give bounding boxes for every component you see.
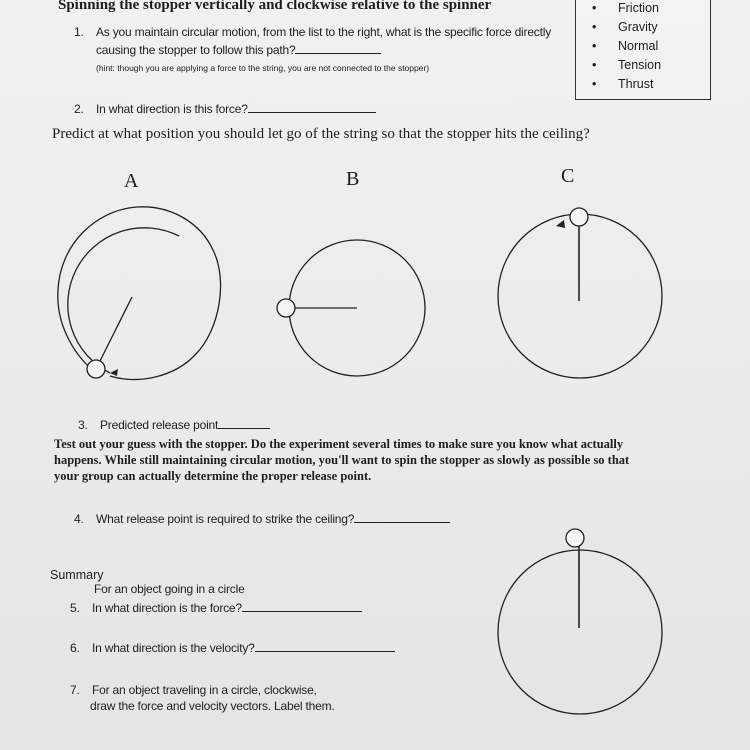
predict-prompt: Predict at what position you should let go of the string so that the stopper hits the ceiling? (52, 126, 590, 142)
question-number: 2. (74, 102, 84, 116)
force-label: Tension (618, 58, 662, 72)
answer-blank[interactable] (354, 512, 450, 523)
question-5 (70, 601, 362, 615)
force-label: Thrust (618, 77, 654, 91)
diagram-q7 (498, 529, 662, 714)
question-number: 5. (70, 601, 80, 615)
circular-path-q7 (498, 550, 662, 714)
arrowhead-icon (556, 220, 565, 228)
diagram-label-c: C (561, 165, 575, 187)
question-7-line2: draw the force and velocity vectors. Label them. (90, 699, 335, 713)
bullet-icon: • (592, 20, 597, 34)
question-text: For an object traveling in a circle, clockwise, (92, 683, 317, 697)
answer-blank[interactable] (242, 601, 362, 612)
stopper-a (87, 360, 105, 378)
question-number: 4. (74, 512, 84, 526)
circular-path-c (498, 214, 662, 378)
circle-path-a (68, 228, 179, 373)
instructions-line: happens. While still maintaining circular motion, you'll want to spin the stopper as slowly as possible so that (54, 453, 630, 467)
section-title: Spinning the stopper vertically and clockwise relative to the spinner (58, 0, 492, 13)
question-text: In what direction is the velocity? (92, 641, 255, 655)
diagram-c (498, 208, 662, 378)
question-7 (70, 683, 317, 697)
question-text: causing the stopper to follow this path? (96, 43, 296, 57)
force-label: Friction (618, 1, 659, 15)
summary-title: Summary (50, 568, 104, 582)
diagram-b (277, 240, 425, 376)
question-number: 7. (70, 683, 80, 697)
answer-blank[interactable] (255, 641, 395, 652)
bullet-icon: • (592, 1, 597, 15)
question-text: In what direction is this force? (96, 102, 248, 116)
question-1-hint: (hint: though you are applying a force to the string, you are not connected to the stopper) (96, 63, 430, 73)
answer-blank[interactable] (218, 418, 270, 429)
question-3 (78, 418, 270, 432)
question-4 (74, 512, 450, 526)
arrowhead-icon (110, 369, 118, 376)
diagram-a (58, 207, 221, 380)
stopper-q7 (566, 529, 584, 547)
stopper-b (277, 299, 295, 317)
circular-path-a (58, 207, 221, 380)
question-number: 3. (78, 418, 88, 432)
summary-subtitle: For an object going in a circle (94, 582, 245, 596)
diagram-label-a: A (124, 170, 139, 192)
bullet-icon: • (592, 58, 597, 72)
string-a (97, 297, 132, 367)
force-label: Normal (618, 39, 659, 53)
question-text: In what direction is the force? (92, 601, 242, 615)
question-number: 1. (74, 25, 84, 39)
bullet-icon: • (592, 39, 597, 53)
question-number: 6. (70, 641, 80, 655)
bullet-icon: • (592, 77, 597, 91)
question-text: As you maintain circular motion, from the list to the right, what is the specific force directly (96, 25, 551, 39)
diagram-label-b: B (346, 168, 360, 190)
instructions-line: your group can actually determine the proper release point. (54, 469, 372, 483)
force-label: Gravity (618, 20, 658, 34)
question-6 (70, 641, 395, 655)
instructions-line: Test out your guess with the stopper. Do the experiment several times to make sure you know what actually (54, 437, 624, 451)
question-text: Predicted release point (100, 418, 219, 432)
stopper-c (570, 208, 588, 226)
question-text: What release point is required to strike the ceiling? (96, 512, 355, 526)
